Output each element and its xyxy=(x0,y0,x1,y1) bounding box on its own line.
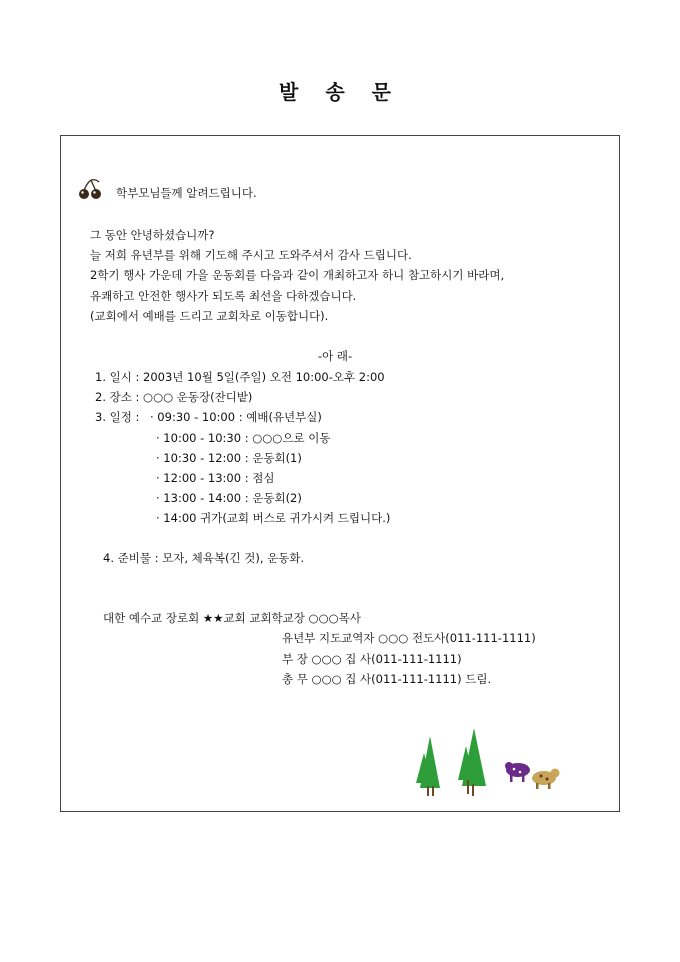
greeting: 학부모님들께 알려드립니다. xyxy=(116,186,257,200)
signature-line: 총 무 ○○○ 집 사(011-111-1111) 드림. xyxy=(282,672,492,686)
intro-line: (교회에서 예배를 드리고 교회차로 이동합니다). xyxy=(90,309,329,323)
intro-line: 늘 저희 유년부를 위해 기도해 주시고 도와주셔서 감사 드립니다. xyxy=(90,248,412,262)
schedule-row: · 13:00 - 14:00 : 운동회(2) xyxy=(156,491,302,505)
schedule-row: · 12:00 - 13:00 : 점심 xyxy=(156,471,275,485)
item-date: 1. 일시 : 2003년 10월 5일(주일) 오전 10:00-오후 2:00 xyxy=(95,370,385,384)
trees-icon xyxy=(412,728,492,798)
schedule-row: · 10:00 - 10:30 : ○○○으로 이동 xyxy=(156,431,331,445)
schedule-row: · 10:30 - 12:00 : 운동회(1) xyxy=(156,451,302,465)
animals-icon xyxy=(504,758,560,790)
signature-line: 부 장 ○○○ 집 사(011-111-1111) xyxy=(282,652,462,666)
item-supplies: 4. 준비물 : 모자, 체육복(긴 것), 운동화. xyxy=(103,551,305,565)
item-place: 2. 장소 : ○○○ 운동장(잔디밭) xyxy=(95,390,253,404)
schedule-row: · 09:30 - 10:00 : 예배(유년부실) xyxy=(150,410,322,424)
signature-org: 대한 예수교 장로회 ★★교회 교회학교장 ○○○목사 xyxy=(103,611,361,625)
cherry-icon xyxy=(78,178,104,200)
intro-line: 그 동안 안녕하셨습니까? xyxy=(90,228,215,242)
signature-line: 유년부 지도교역자 ○○○ 전도사(011-111-1111) xyxy=(282,631,536,645)
item-schedule-label: 3. 일정 : xyxy=(95,410,140,424)
schedule-row: · 14:00 귀가(교회 버스로 귀가시켜 드립니다.) xyxy=(156,511,391,525)
document-title: 발 송 문 xyxy=(279,80,401,104)
intro-line: 2학기 행사 가운데 가을 운동회를 다음과 같이 개최하고자 하니 참고하시기 바라며, xyxy=(90,268,505,282)
section-heading: -아 래- xyxy=(318,349,353,363)
intro-line: 유쾌하고 안전한 행사가 되도록 최선을 다하겠습니다. xyxy=(90,289,357,303)
